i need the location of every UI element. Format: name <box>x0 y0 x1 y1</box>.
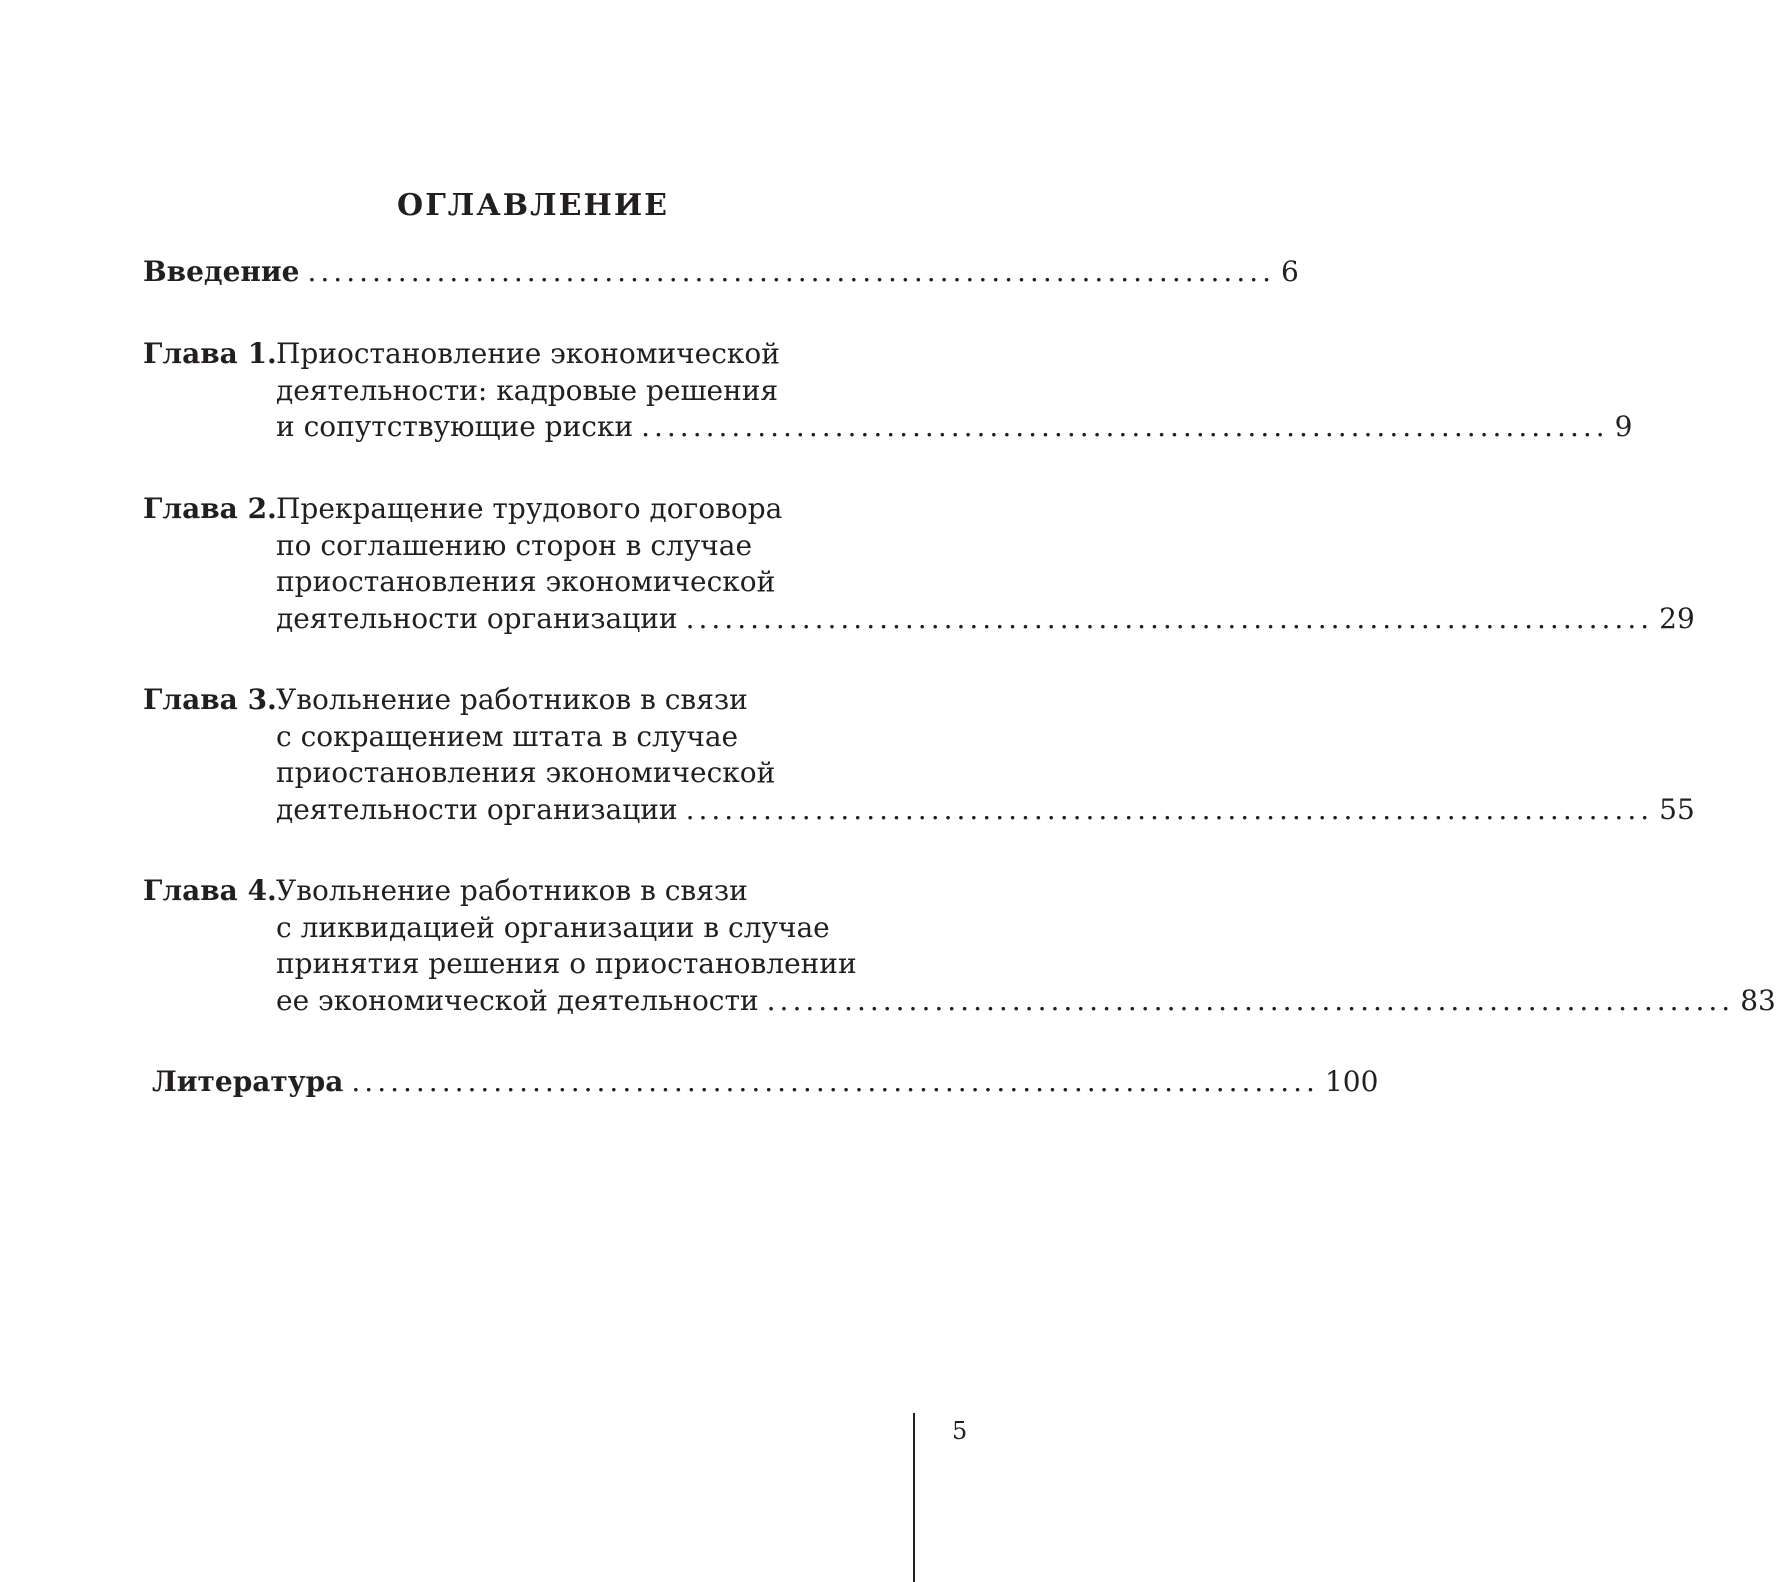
toc-entry-line: деятельности: кадровые решения <box>276 373 779 407</box>
toc-entry-chapter-2[interactable] <box>143 491 1695 637</box>
toc-entry-label: Введение <box>143 255 300 288</box>
toc-entry-label: Глава 3. <box>143 683 277 716</box>
toc-page-number: 29 <box>1659 601 1695 635</box>
toc-entry-label: Глава 4. <box>143 874 277 907</box>
toc-entry-line: Увольнение работников в связи <box>276 874 748 907</box>
toc-entry-line: Приостановление экономической <box>276 337 780 370</box>
toc-entry-line: и сопутствующие риски <box>276 410 634 443</box>
page-title: ОГЛАВЛЕНИЕ <box>396 188 670 223</box>
dot-leader: ........................................................................... <box>685 601 1654 635</box>
toc-entry-line: деятельности организации <box>276 601 678 635</box>
toc-entry-chapter-4[interactable] <box>143 873 1776 1019</box>
margin-rule <box>913 1413 915 1582</box>
toc-page-number: 9 <box>1614 410 1633 443</box>
toc-entry-line: с сокращением штата в случае <box>276 719 739 753</box>
toc-entry-line: приостановления экономической <box>276 756 776 789</box>
dot-leader: ........................................................................... <box>307 255 1276 288</box>
page-number: 5 <box>952 1417 968 1445</box>
dot-leader: ........................................................................... <box>351 1065 1319 1098</box>
toc-entry-line: Увольнение работников в связи <box>276 683 748 716</box>
toc-page-number: 55 <box>1659 792 1695 826</box>
toc-entry-label: Литература <box>152 1065 344 1098</box>
toc-page-number: 83 <box>1740 983 1776 1017</box>
toc-entry-line: с ликвидацией организации в случае <box>276 910 830 944</box>
toc-page-number: 6 <box>1281 255 1299 288</box>
dot-leader: ........................................................................... <box>641 410 1609 443</box>
toc-entry-line: ее экономической деятельности <box>276 983 759 1017</box>
toc-entry-label: Глава 2. <box>143 492 277 525</box>
toc-entry-line: по соглашению сторон в случае <box>276 528 753 562</box>
dot-leader: ........................................................................... <box>685 792 1654 826</box>
toc-entry-introduction[interactable] <box>143 254 1299 291</box>
toc-entry-chapter-1[interactable] <box>143 336 1633 446</box>
toc-entry-line: Прекращение трудового договора <box>276 492 783 525</box>
toc-entry-chapter-3[interactable] <box>143 682 1695 828</box>
toc-page-number: 100 <box>1324 1065 1379 1098</box>
toc-entry-literature[interactable] <box>152 1064 1379 1101</box>
toc-entry-label: Глава 1. <box>143 337 277 370</box>
dot-leader: ........................................................................... <box>766 983 1735 1017</box>
toc-entry-line: приостановления экономической <box>276 565 776 598</box>
toc-entry-line: деятельности организации <box>276 792 678 826</box>
toc-entry-line: принятия решения о приостановлении <box>276 947 857 980</box>
